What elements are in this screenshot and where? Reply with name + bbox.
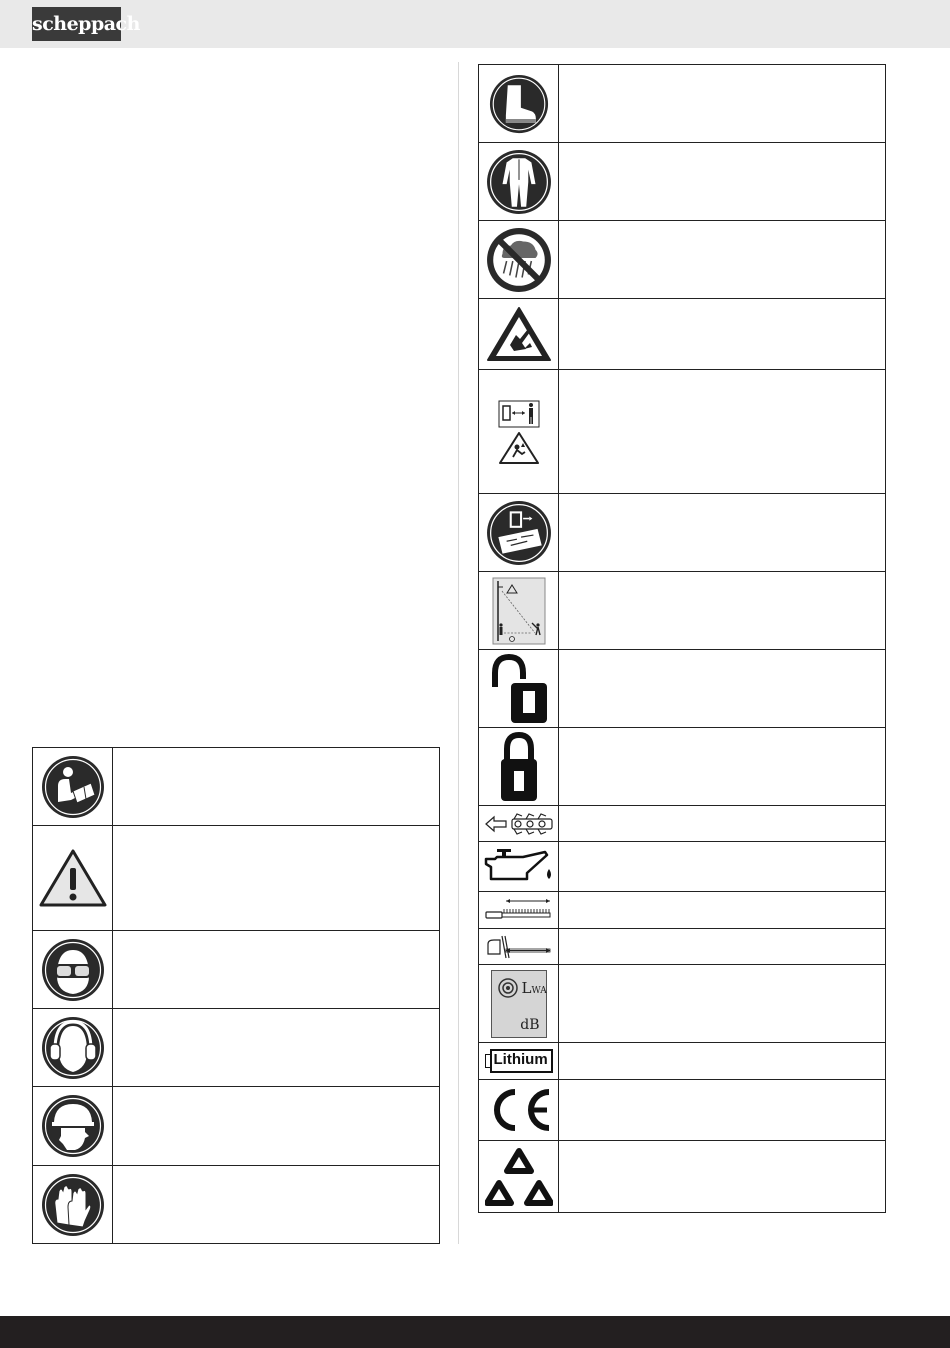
table-row <box>33 1009 440 1087</box>
protective-suit-icon <box>486 149 552 215</box>
overhead-distance-icon <box>492 577 546 645</box>
icon-cell <box>479 892 559 929</box>
keep-distance-icon <box>497 399 541 465</box>
top-bar <box>0 0 950 48</box>
icon-cell <box>479 494 559 572</box>
row-text <box>559 299 886 370</box>
lithium-label: Lithium <box>493 1051 548 1068</box>
icon-cell <box>479 650 559 728</box>
table-row <box>479 1080 886 1141</box>
table-row <box>33 748 440 826</box>
row-text <box>559 572 886 650</box>
row-text <box>113 1166 440 1244</box>
icon-cell <box>33 931 113 1009</box>
row-text <box>113 931 440 1009</box>
table-row <box>479 221 886 299</box>
icon-cell <box>33 1166 113 1244</box>
table-row <box>479 1043 886 1080</box>
table-row <box>479 806 886 842</box>
table-row <box>479 65 886 143</box>
icon-cell <box>479 1080 559 1141</box>
row-text <box>559 965 886 1043</box>
cutting-length-icon <box>484 896 554 924</box>
brand-logo: scheppach <box>32 7 121 41</box>
row-text <box>559 728 886 806</box>
table-row <box>479 370 886 494</box>
remove-battery-icon <box>486 500 552 566</box>
row-text <box>113 1009 440 1087</box>
row-text <box>559 143 886 221</box>
no-rain-icon <box>486 227 552 293</box>
icon-cell <box>479 572 559 650</box>
icon-cell <box>479 728 559 806</box>
symbols-table-right <box>478 64 886 1213</box>
icon-cell <box>479 143 559 221</box>
bar-length-icon <box>484 934 554 960</box>
recycling-icon <box>485 1147 553 1207</box>
column-divider <box>458 62 459 1244</box>
row-text <box>559 1043 886 1080</box>
cut-hazard-icon <box>486 305 552 363</box>
ear-protection-icon <box>41 1016 105 1080</box>
table-row <box>479 1141 886 1213</box>
table-row <box>479 650 886 728</box>
row-text <box>113 748 440 826</box>
table-row <box>479 892 886 929</box>
ce-mark-icon <box>485 1087 553 1133</box>
warning-triangle-icon <box>39 848 107 908</box>
table-row <box>33 931 440 1009</box>
row-text <box>559 806 886 842</box>
table-row <box>33 1087 440 1166</box>
table-row <box>479 929 886 965</box>
icon-cell <box>33 826 113 931</box>
table-row <box>479 494 886 572</box>
chain-direction-icon <box>484 812 554 836</box>
speaker-icon <box>497 977 519 999</box>
table-row <box>479 842 886 892</box>
row-text <box>559 892 886 929</box>
symbols-table-left <box>32 747 440 1244</box>
helmet-icon <box>41 1094 105 1158</box>
row-text <box>113 1087 440 1166</box>
row-text <box>559 494 886 572</box>
table-row <box>479 728 886 806</box>
row-text <box>559 650 886 728</box>
eye-protection-icon <box>41 938 105 1002</box>
row-text <box>113 826 440 931</box>
icon-cell <box>479 65 559 143</box>
sound-power-icon <box>491 970 547 1038</box>
row-text <box>559 842 886 892</box>
icon-cell <box>479 965 559 1043</box>
table-row <box>33 826 440 931</box>
oil-can-icon <box>483 847 555 887</box>
icon-cell <box>479 299 559 370</box>
table-row <box>479 299 886 370</box>
table-row <box>479 572 886 650</box>
row-text <box>559 221 886 299</box>
icon-cell <box>479 221 559 299</box>
lwa-label: L <box>521 978 532 997</box>
icon-cell <box>479 1141 559 1213</box>
lithium-battery-icon <box>485 1049 553 1073</box>
icon-cell <box>479 806 559 842</box>
unlocked-icon <box>489 653 549 725</box>
read-manual-icon <box>41 755 105 819</box>
table-row <box>33 1166 440 1244</box>
row-text <box>559 370 886 494</box>
table-row <box>479 143 886 221</box>
icon-cell <box>479 929 559 965</box>
row-text <box>559 65 886 143</box>
row-text <box>559 929 886 965</box>
row-text <box>559 1141 886 1213</box>
table-row <box>479 965 886 1043</box>
icon-cell <box>33 1009 113 1087</box>
footer-bar <box>0 1316 950 1348</box>
icon-cell <box>33 748 113 826</box>
gloves-icon <box>41 1173 105 1237</box>
icon-cell <box>479 842 559 892</box>
icon-cell <box>479 1043 559 1080</box>
safety-boots-icon <box>489 74 549 134</box>
lwa-subscript: WA <box>531 985 547 996</box>
locked-icon <box>499 731 539 803</box>
icon-cell <box>479 370 559 494</box>
db-label: dB <box>520 1016 540 1033</box>
row-text <box>559 1080 886 1141</box>
icon-cell <box>33 1087 113 1166</box>
